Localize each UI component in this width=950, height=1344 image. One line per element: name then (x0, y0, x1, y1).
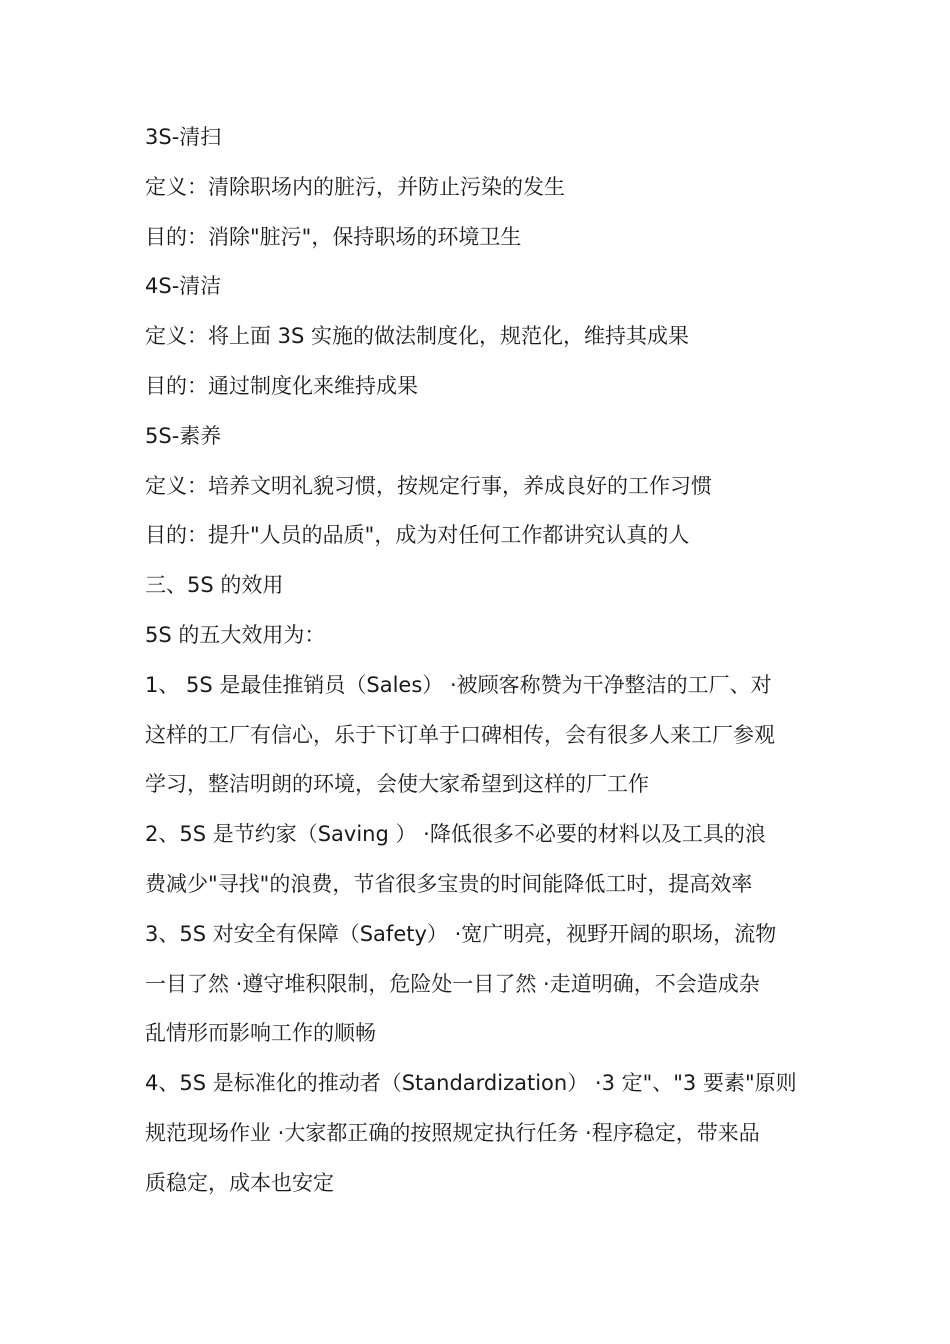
paragraph-line: 规范现场作业 ·大家都正确的按照规定执行任务 ·程序稳定，带来品 (145, 1120, 760, 1145)
heading-5s: 5S-素养 (145, 423, 222, 448)
paragraph-line: 2、5S 是节约家（Saving ） ·降低很多不必要的材料以及工具的浪 (145, 822, 766, 847)
section-heading: 三、5S 的效用 (145, 573, 284, 598)
paragraph-line: 1、 5S 是最佳推销员（Sales） ·被顾客称赞为干净整洁的工厂、对 (145, 672, 772, 697)
paragraph-line: 质稳定，成本也安定 (145, 1170, 334, 1195)
paragraph-line: 目的：消除"脏污"，保持职场的环境卫生 (145, 224, 522, 249)
paragraph-line: 定义：将上面 3S 实施的做法制度化，规范化，维持其成果 (145, 324, 690, 349)
paragraph-line: 定义：清除职场内的脏污，并防止污染的发生 (145, 174, 565, 199)
paragraph-line: 乱情形而影响工作的顺畅 (145, 1021, 376, 1046)
paragraph-line: 定义：培养文明礼貌习惯，按规定行事，养成良好的工作习惯 (145, 473, 712, 498)
paragraph-line: 一目了然 ·遵守堆积限制，危险处一目了然 ·走道明确，不会造成杂 (145, 971, 760, 996)
paragraph-line: 目的：提升"人员的品质"，成为对任何工作都讲究认真的人 (145, 523, 690, 548)
paragraph-line: 学习，整洁明朗的环境，会使大家希望到这样的厂工作 (145, 772, 649, 797)
heading-4s: 4S-清洁 (145, 274, 222, 299)
document-body (145, 113, 815, 1209)
heading-3s: 3S-清扫 (145, 125, 222, 149)
paragraph-line: 目的：通过制度化来维持成果 (145, 373, 418, 398)
paragraph-line: 5S 的五大效用为： (145, 622, 326, 647)
paragraph-line: 费减少"寻找"的浪费，节省很多宝贵的时间能降低工时，提高效率 (145, 871, 753, 896)
paragraph-line: 3、5S 对安全有保障（Safety） ·宽广明亮，视野开阔的职场，流物 (145, 921, 777, 946)
paragraph-line: 这样的工厂有信心，乐于下订单于口碑相传，会有很多人来工厂参观 (145, 722, 775, 747)
paragraph-line: 4、5S 是标准化的推动者（Standardization） ·3 定"、"3 要素"原则 (145, 1071, 797, 1096)
